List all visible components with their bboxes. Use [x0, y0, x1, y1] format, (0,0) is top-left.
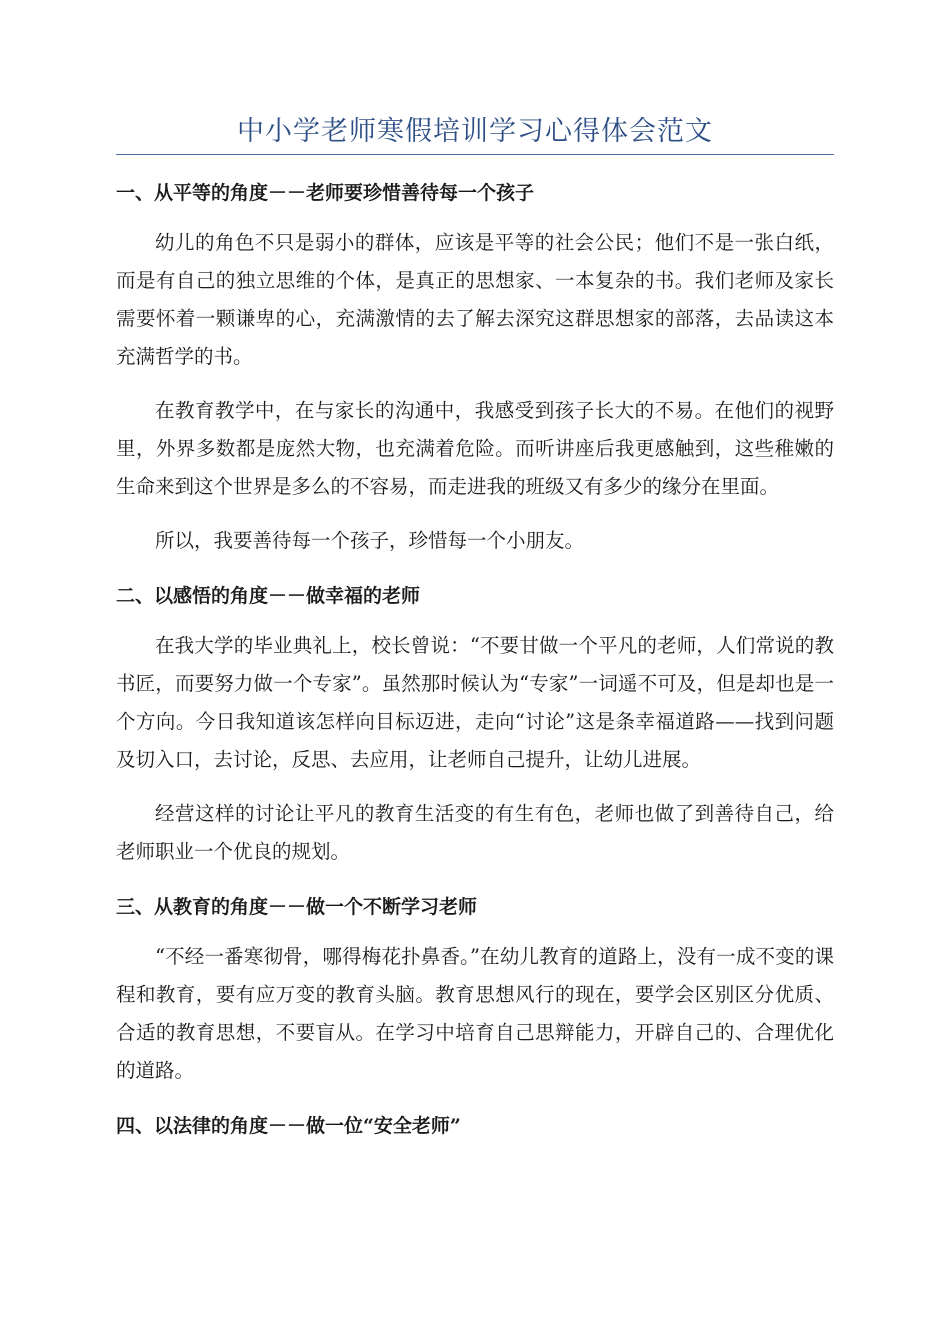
section-2	[116, 582, 834, 871]
paragraph: “不经一番寒彻骨，哪得梅花扑鼻香。”在幼儿教育的道路上，没有一成不变的课程和教育，要有应万变的教育头脑。教育思想风行的现在，要学会区别区分优质、合适的教育思想，不要盲从。在学习中培育自己思辩能力，开辟自己的、合理优化的道路。	[116, 945, 834, 1082]
document-page	[116, 112, 834, 1140]
section-heading: 一、从平等的角度－－老师要珍惜善待每一个孩子	[116, 182, 535, 204]
paragraph: 在教育教学中，在与家长的沟通中，我感受到孩子长大的不易。在他们的视野里，外界多数都是庞然大物，也充满着危险。而听讲座后我更感触到，这些稚嫩的生命来到这个世界是多么的不容易，而走进我的班级又有多少的缘分在里面。	[116, 399, 834, 498]
paragraph: 幼儿的角色不只是弱小的群体，应该是平等的社会公民；他们不是一张白纸，而是有自己的独立思维的个体，是真正的思想家、一本复杂的书。我们老师及家长需要怀着一颗谦卑的心，充满激情的去了解去深究这群思想家的部落，去品读这本充满哲学的书。	[116, 231, 834, 368]
document-title: 中小学老师寒假培训学习心得体会范文	[116, 112, 834, 155]
section-1	[116, 179, 834, 560]
section-heading: 二、以感悟的角度－－做幸福的老师	[116, 585, 421, 607]
paragraph: 经营这样的讨论让平凡的教育生活变的有生有色，老师也做了到善待自己，给老师职业一个优良的规划。	[116, 802, 834, 863]
section-heading: 三、从教育的角度－－做一个不断学习老师	[116, 896, 478, 918]
paragraph: 在我大学的毕业典礼上，校长曾说：“不要甘做一个平凡的老师，人们常说的教书匠，而要努力做一个专家”。虽然那时候认为“专家”一词遥不可及，但是却也是一个方向。今日我知道该怎样向目标迈进，走向“讨论”这是条幸福道路——找到问题及切入口，去讨论，反思、去应用，让老师自己提升，让幼儿进展。	[116, 634, 834, 771]
section-heading: 四、以法律的角度－－做一位“安全老师”	[116, 1115, 461, 1137]
section-4	[116, 1112, 834, 1140]
section-3	[116, 893, 834, 1090]
paragraph: 所以，我要善待每一个孩子，珍惜每一个小朋友。	[155, 529, 585, 552]
